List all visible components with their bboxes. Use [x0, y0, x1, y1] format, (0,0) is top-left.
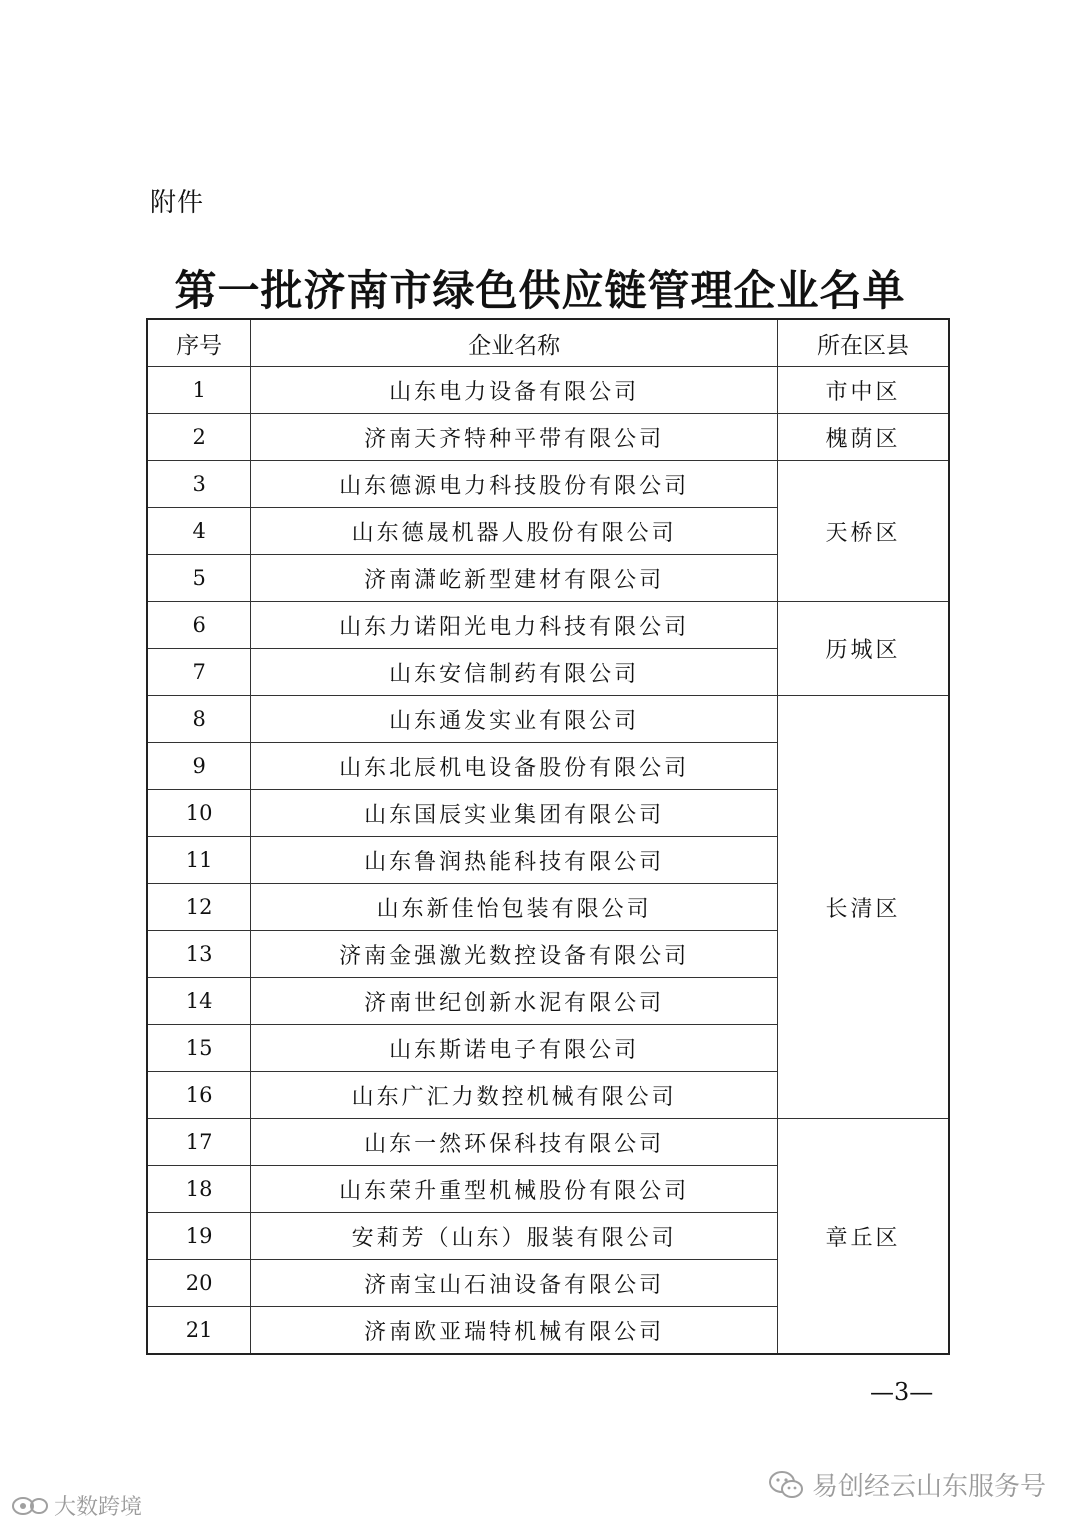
- row-company: 山东国辰实业集团有限公司: [251, 790, 778, 837]
- row-company: 济南欧亚瑞特机械有限公司: [251, 1307, 778, 1355]
- row-company: 山东一然环保科技有限公司: [251, 1119, 778, 1166]
- row-company: 济南金强激光数控设备有限公司: [251, 931, 778, 978]
- wechat-icon: [768, 1470, 804, 1500]
- row-district: 章丘区: [777, 1119, 949, 1355]
- row-no: 4: [147, 508, 251, 555]
- row-company: 山东力诺阳光电力科技有限公司: [251, 602, 778, 649]
- row-no: 18: [147, 1166, 251, 1213]
- header-no: 序号: [147, 319, 251, 367]
- row-no: 16: [147, 1072, 251, 1119]
- company-table: [146, 318, 950, 1355]
- watermark-left: [10, 1490, 142, 1521]
- row-company: 山东鲁润热能科技有限公司: [251, 837, 778, 884]
- row-no: 6: [147, 602, 251, 649]
- row-no: 9: [147, 743, 251, 790]
- row-district: 长清区: [777, 696, 949, 1119]
- table-row: [147, 1119, 949, 1166]
- row-company: 济南宝山石油设备有限公司: [251, 1260, 778, 1307]
- row-company: 济南天齐特种平带有限公司: [251, 414, 778, 461]
- row-company: 安莉芳（山东）服装有限公司: [251, 1213, 778, 1260]
- row-company: 山东安信制药有限公司: [251, 649, 778, 696]
- row-company: 山东北辰机电设备股份有限公司: [251, 743, 778, 790]
- table-header-row: [147, 319, 949, 367]
- row-district: 天桥区: [777, 461, 949, 602]
- row-company: 山东电力设备有限公司: [251, 367, 778, 414]
- row-company: 山东新佳怡包装有限公司: [251, 884, 778, 931]
- row-company: 山东德晟机器人股份有限公司: [251, 508, 778, 555]
- table-row: [147, 602, 949, 649]
- header-district: 所在区县: [777, 319, 949, 367]
- row-no: 11: [147, 837, 251, 884]
- row-company: 山东德源电力科技股份有限公司: [251, 461, 778, 508]
- row-district: 历城区: [777, 602, 949, 696]
- row-no: 3: [147, 461, 251, 508]
- row-no: 8: [147, 696, 251, 743]
- row-no: 13: [147, 931, 251, 978]
- row-company: 山东斯诺电子有限公司: [251, 1025, 778, 1072]
- table-row: [147, 461, 949, 508]
- row-no: 15: [147, 1025, 251, 1072]
- row-no: 2: [147, 414, 251, 461]
- row-no: 12: [147, 884, 251, 931]
- row-district: 市中区: [777, 367, 949, 414]
- row-no: 19: [147, 1213, 251, 1260]
- header-name: 企业名称: [251, 319, 778, 367]
- row-company: 山东荣升重型机械股份有限公司: [251, 1166, 778, 1213]
- row-no: 1: [147, 367, 251, 414]
- watermark-left-text: 大数跨境: [54, 1495, 143, 1520]
- row-no: 10: [147, 790, 251, 837]
- table-row: [147, 696, 949, 743]
- row-no: 5: [147, 555, 251, 602]
- row-no: 17: [147, 1119, 251, 1166]
- row-district: 槐荫区: [777, 414, 949, 461]
- table-row: [147, 414, 949, 461]
- row-no: 21: [147, 1307, 251, 1355]
- row-company: 山东广汇力数控机械有限公司: [251, 1072, 778, 1119]
- eye-logo-icon: [10, 1494, 50, 1518]
- row-no: 14: [147, 978, 251, 1025]
- row-no: 20: [147, 1260, 251, 1307]
- table-row: [147, 367, 949, 414]
- row-company: 济南世纪创新水泥有限公司: [251, 978, 778, 1025]
- row-no: 7: [147, 649, 251, 696]
- watermark-right-text: 易创经云山东服务号: [811, 1472, 1046, 1502]
- document-title: 第一批济南市绿色供应链管理企业名单: [174, 266, 906, 315]
- attachment-label: 附件: [150, 188, 205, 218]
- watermark-right: [768, 1466, 1046, 1503]
- page-number: —3—: [870, 1378, 934, 1406]
- row-company: 济南潇屹新型建材有限公司: [251, 555, 778, 602]
- row-company: 山东通发实业有限公司: [251, 696, 778, 743]
